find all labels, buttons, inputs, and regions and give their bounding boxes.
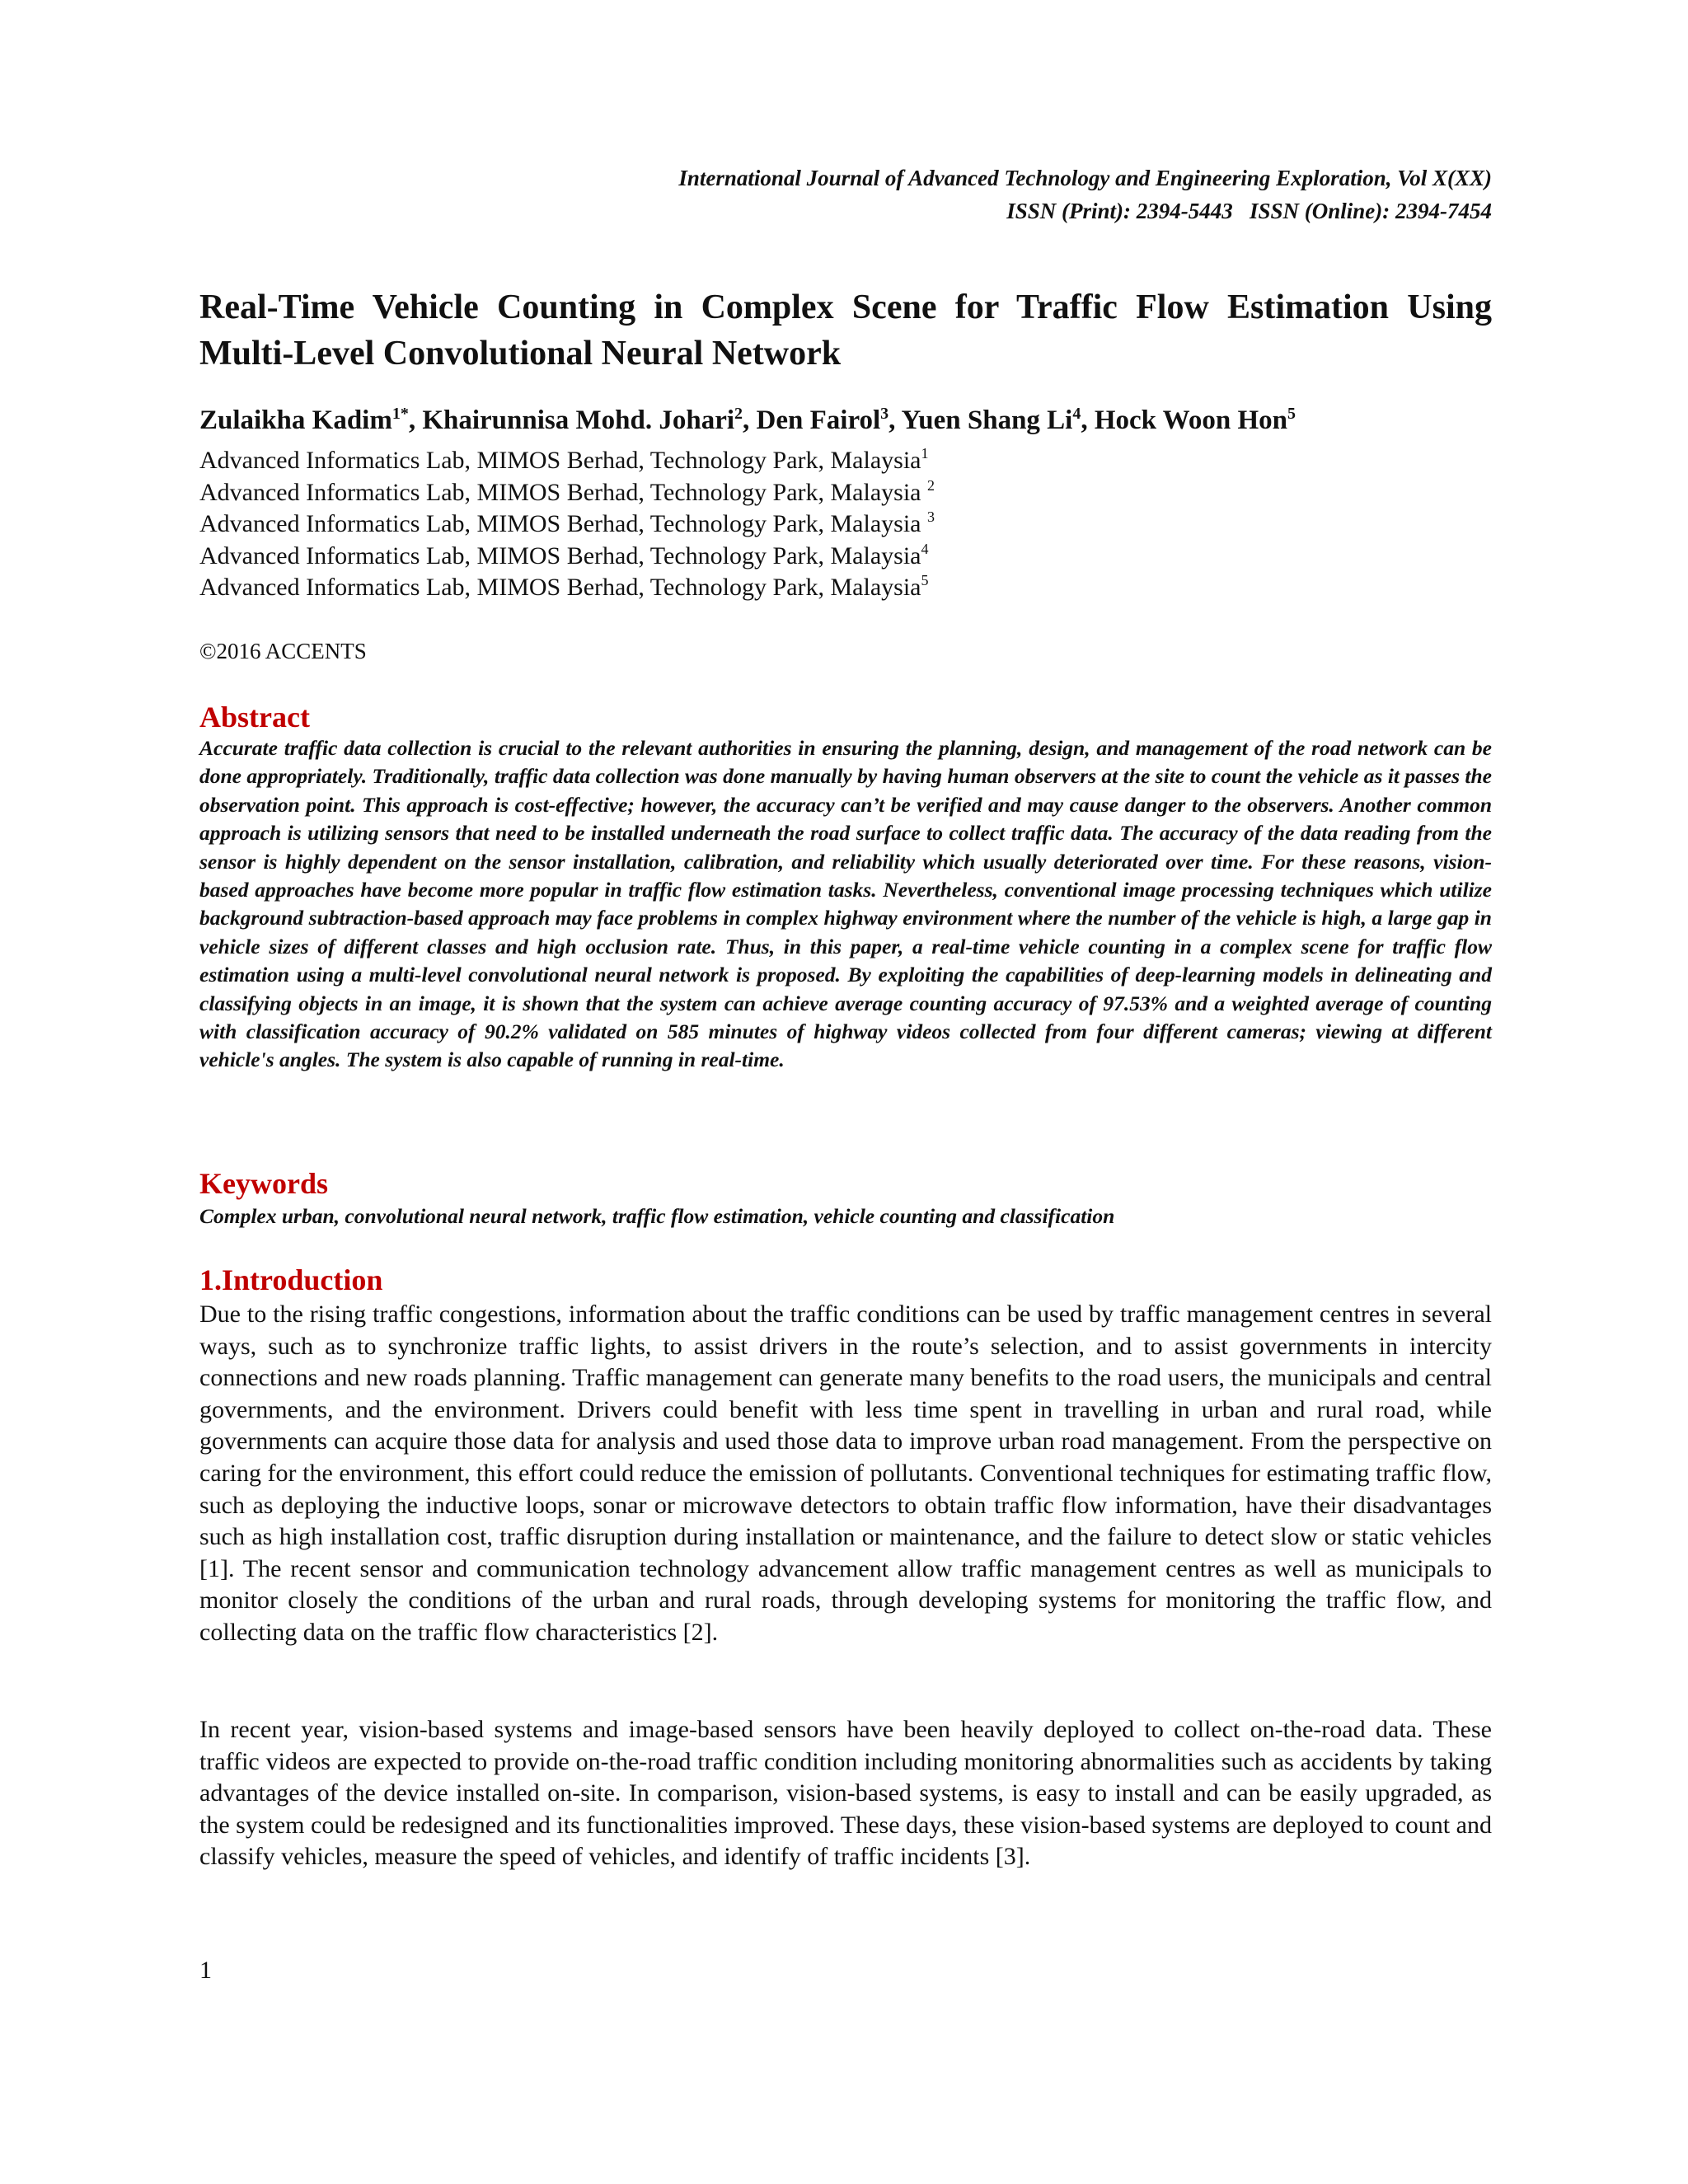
introduction-heading: 1.Introduction	[199, 1263, 383, 1296]
affiliation	[199, 477, 1492, 509]
affiliation-superscript: 4	[921, 540, 929, 557]
affiliation-text: Advanced Informatics Lab, MIMOS Berhad, Technology Park, Malaysia	[199, 478, 927, 506]
author	[422, 405, 756, 435]
author-superscript: 4	[1072, 405, 1081, 423]
affiliation-superscript: 3	[926, 509, 935, 525]
author-name: Yuen Shang Li	[901, 405, 1073, 435]
affiliation-superscript: 1	[921, 445, 929, 462]
journal-issn: ISSN (Print): 2394-5443 ISSN (Online): 2394-7454	[1006, 199, 1492, 223]
author-superscript: 5	[1287, 405, 1296, 423]
abstract-heading: Abstract	[199, 701, 310, 733]
introduction-paragraph: Due to the rising traffic congestions, information about the traffic conditions can be used by traffic management centres in several ways, such as to synchronize traffic lights, to assist drivers in the route’s selection, and to assist governments in intercity connections and new roads planning. Traffic management can generate many benefits to the road users, the municipals and central governments, and the environment. Drivers could benefit with less time spent in travelling in urban and rural road, while governments can acquire those data for analysis and used those data to improve urban road management. From the perspective on caring for the environment, this effort could reduce the emission of pollutants. Conventional techniques for estimating traffic flow, such as deploying the inductive loops, sonar or microwave detectors to obtain traffic flow information, have their disadvantages such as high installation cost, traffic disruption during installation or maintenance, and the failure to detect slow or static vehicles [1]. The recent sensor and communication technology advancement allow traffic management centres as well as municipals to monitor closely the conditions of the urban and rural roads, through developing systems for monitoring the traffic flow, and collecting data on the traffic flow characteristics [2].	[199, 1301, 1492, 1646]
author	[757, 405, 902, 435]
affiliation	[199, 572, 1492, 604]
paper-title: Real-Time Vehicle Counting in Complex Scene for Traffic Flow Estimation Using Multi-Level Convolutional Neural Network	[199, 288, 1492, 373]
affiliation-list	[199, 445, 1492, 604]
author-separator: ,	[408, 405, 423, 435]
affiliation-text: Advanced Informatics Lab, MIMOS Berhad, Technology Park, Malaysia	[199, 541, 921, 569]
author-name: Hock Woon Hon	[1094, 405, 1287, 435]
abstract-text: Accurate traffic data collection is crucial to the relevant authorities in ensuring the planning, design, and management of the road network can be done appropriately. Traditionally, traffic data collection was done manually by having human observers at the site to count the vehicle as it passes the observation point. This approach is cost-effective; however, the accuracy can’t be verified and may cause danger to the observers. Another common approach is utilizing sensors that need to be installed underneath the road surface to collect traffic data. The accuracy of the data reading from the sensor is highly dependent on the sensor installation, calibration, and reliability which usually deteriorated over time. For these reasons, vision-based approaches have become more popular in traffic flow estimation tasks. Nevertheless, conventional image processing techniques which utilize background subtraction-based approach may face problems in complex highway environment where the number of the vehicle is high, a large gap in vehicle sizes of different classes and high occlusion rate. Thus, in this paper, a real-time vehicle counting in a complex scene for traffic flow estimation using a multi-level convolutional neural network is proposed. By exploiting the capabilities of deep-learning models in delineating and classifying objects in an image, it is shown that the system can achieve average counting accuracy of 97.53% and a weighted average of counting with classification accuracy of 90.2% validated on 585 minutes of highway videos collected from four different cameras; viewing at different vehicle's angles. The system is also capable of running in real-time.	[199, 736, 1492, 1072]
paper-page	[199, 0, 1492, 2184]
journal-header	[199, 162, 1492, 227]
affiliation-superscript: 5	[921, 572, 929, 588]
affiliation	[199, 541, 1492, 573]
author	[901, 405, 1094, 435]
keywords-heading: Keywords	[199, 1167, 328, 1200]
author-superscript: 1*	[392, 405, 409, 423]
page-number: 1	[199, 1957, 212, 1984]
affiliation	[199, 509, 1492, 541]
copyright-notice: ©2016 ACCENTS	[199, 639, 367, 663]
author-list	[199, 402, 1492, 438]
author-separator: ,	[743, 405, 757, 435]
keywords-text: Complex urban, convolutional neural network, traffic flow estimation, vehicle counting and classification	[199, 1204, 1115, 1228]
author-name: Zulaikha Kadim	[199, 405, 392, 435]
affiliation-superscript: 2	[926, 476, 935, 494]
introduction-paragraph: In recent year, vision-based systems and image-based sensors have been heavily deployed to collect on-the-road data. These traffic videos are expected to provide on-the-road traffic condition including monitoring abnormalities such as accidents by taking advantages of the device installed on-site. In comparison, vision-based systems, is easy to install and can be easily upgraded, as the system could be redesigned and its functionalities improved. These days, these vision-based systems are deployed to count and classify vehicles, measure the speed of vehicles, and identify of traffic incidents [3].	[199, 1716, 1492, 1871]
affiliation	[199, 445, 1492, 477]
author-separator: ,	[889, 405, 902, 435]
author	[199, 405, 422, 435]
author-separator: ,	[1081, 405, 1095, 435]
affiliation-text: Advanced Informatics Lab, MIMOS Berhad, Technology Park, Malaysia	[199, 574, 921, 601]
author-superscript: 2	[734, 405, 743, 423]
affiliation-text: Advanced Informatics Lab, MIMOS Berhad, Technology Park, Malaysia	[199, 447, 921, 474]
affiliation-text: Advanced Informatics Lab, MIMOS Berhad, Technology Park, Malaysia	[199, 510, 927, 537]
author-name: Den Fairol	[756, 405, 881, 435]
author-superscript: 3	[880, 405, 889, 423]
author-name: Khairunnisa Mohd. Johari	[422, 405, 735, 435]
author	[1095, 405, 1296, 435]
journal-name: International Journal of Advanced Technology and Engineering Exploration, Vol X(XX)	[678, 166, 1492, 190]
